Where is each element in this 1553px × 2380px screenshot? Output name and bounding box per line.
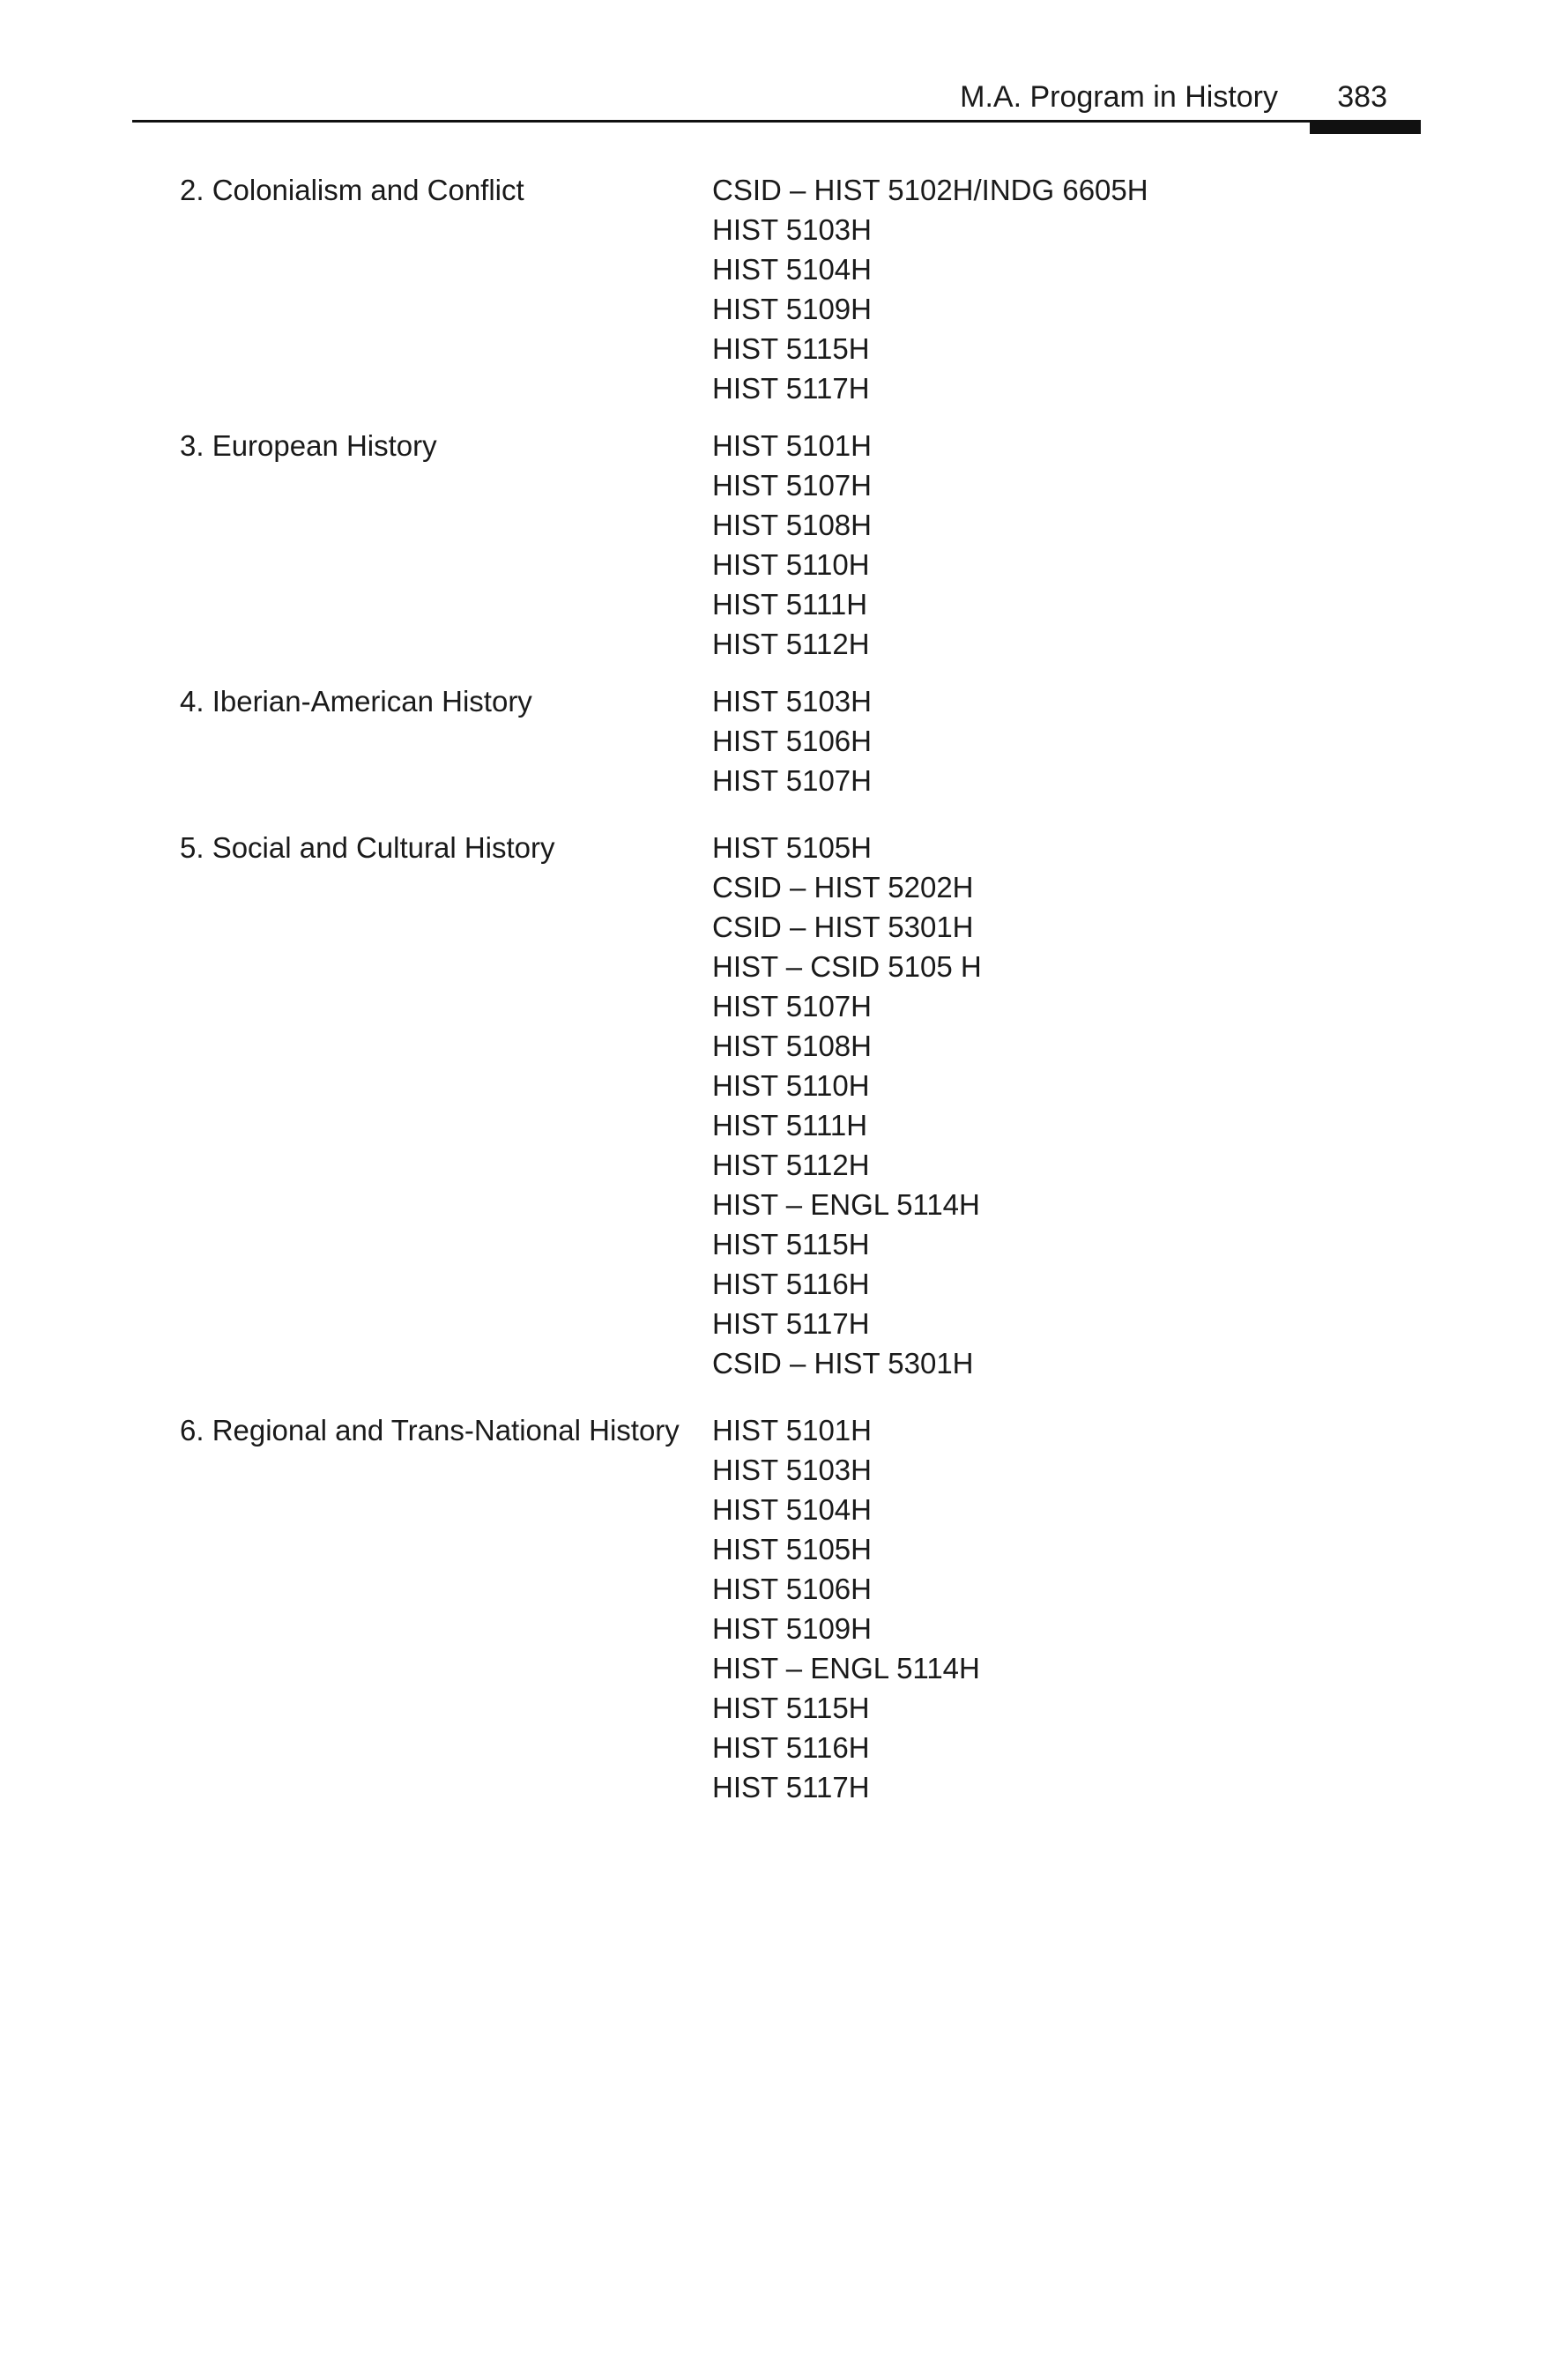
course-code: HIST 5116H (712, 1268, 870, 1300)
course-code: HIST 5107H (712, 990, 872, 1023)
course-code: HIST 5105H (712, 1533, 872, 1566)
course-code: HIST 5101H (712, 429, 872, 462)
section-title: 5. Social and Cultural History (180, 831, 555, 864)
course-code: HIST 5110H (712, 1069, 870, 1102)
course-list (712, 828, 982, 1383)
course-code: HIST 5112H (712, 628, 870, 660)
section-title: 4. Iberian-American History (180, 685, 532, 718)
course-table (180, 170, 1326, 1828)
course-code: HIST – ENGL 5114H (712, 1188, 980, 1221)
section-european-history (180, 426, 1326, 664)
page-header (132, 0, 1421, 137)
course-code: HIST 5117H (712, 372, 870, 405)
course-code: HIST – CSID 5105 H (712, 950, 982, 983)
section-title: 2. Colonialism and Conflict (180, 174, 524, 206)
course-code: CSID – HIST 5301H (712, 1347, 974, 1380)
course-list (712, 170, 1148, 408)
course-code: HIST 5116H (712, 1731, 870, 1764)
course-code: HIST 5112H (712, 1149, 870, 1181)
course-code: HIST 5104H (712, 1493, 872, 1526)
course-code: CSID – HIST 5202H (712, 871, 974, 904)
page-number: 383 (1337, 80, 1387, 114)
course-code: HIST 5103H (712, 213, 872, 246)
course-code: CSID – HIST 5301H (712, 911, 974, 943)
course-code: HIST 5117H (712, 1771, 870, 1804)
course-code: HIST 5104H (712, 253, 872, 286)
section-colonialism-and-conflict (180, 170, 1326, 408)
section-social-and-cultural-history (180, 828, 1326, 1383)
course-code: HIST 5103H (712, 685, 872, 718)
course-code: HIST – ENGL 5114H (712, 1652, 980, 1685)
course-code: CSID – HIST 5102H/INDG 6605H (712, 174, 1148, 206)
header-rule (132, 120, 1421, 123)
course-code: HIST 5107H (712, 469, 872, 502)
course-code: HIST 5110H (712, 548, 870, 581)
course-code: HIST 5109H (712, 1612, 872, 1645)
section-iberian-american-history (180, 681, 1326, 800)
course-code: HIST 5111H (712, 1109, 868, 1142)
course-code: HIST 5115H (712, 332, 870, 365)
course-code: HIST 5106H (712, 725, 872, 757)
course-code: HIST 5109H (712, 293, 872, 325)
course-code: HIST 5106H (712, 1573, 872, 1605)
course-code: HIST 5108H (712, 1030, 872, 1062)
course-code: HIST 5105H (712, 831, 872, 864)
course-code: HIST 5117H (712, 1307, 870, 1340)
course-code: HIST 5111H (712, 588, 868, 621)
course-code: HIST 5101H (712, 1414, 872, 1447)
course-code: HIST 5115H (712, 1692, 870, 1724)
section-title: 6. Regional and Trans-National History (180, 1414, 680, 1447)
course-list (712, 426, 872, 664)
course-list (712, 681, 872, 800)
section-regional-and-trans-national-history (180, 1410, 1326, 1807)
running-head: M.A. Program in History (960, 80, 1278, 114)
course-list (712, 1410, 980, 1807)
course-code: HIST 5107H (712, 764, 872, 797)
header-tab-marker (1310, 120, 1421, 134)
section-title: 3. European History (180, 429, 437, 462)
course-code: HIST 5108H (712, 509, 872, 541)
course-code: HIST 5115H (712, 1228, 870, 1261)
course-code: HIST 5103H (712, 1454, 872, 1486)
